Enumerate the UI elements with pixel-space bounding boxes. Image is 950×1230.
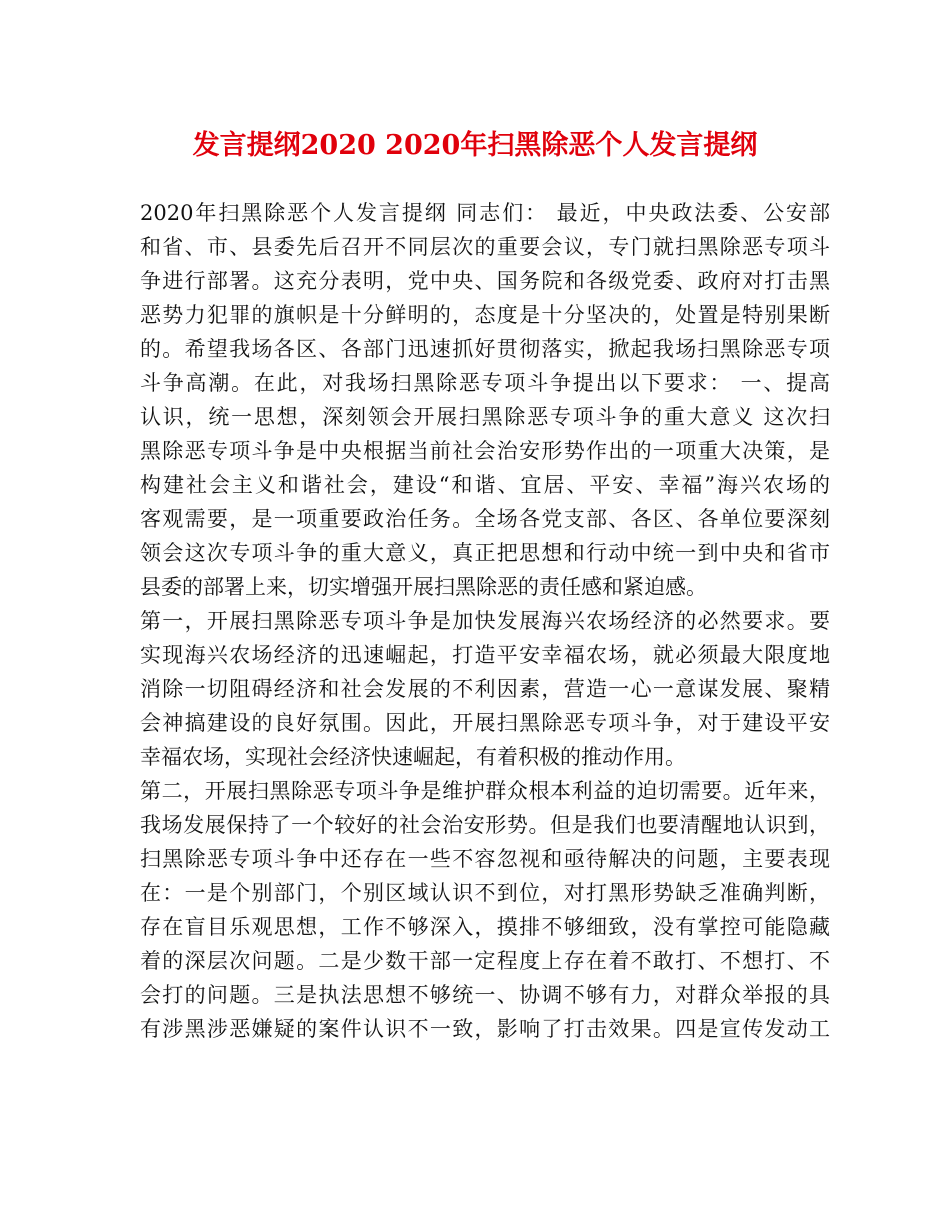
body-line: 会打的问题。三是执法思想不够统一、协调不够有力，对群众举报的具 [140, 983, 830, 1007]
body-line: 着的深层次问题。二是少数干部一定程度上存在着不敢打、不想打、不 [140, 949, 830, 973]
body-line: 我场发展保持了一个较好的社会治安形势。但是我们也要清醒地认识到， [140, 813, 830, 837]
body-line: 消除一切阻碍经济和社会发展的不利因素，营造一心一意谋发展、聚精 [140, 677, 830, 701]
body-line: 存在盲目乐观思想，工作不够深入，摸排不够细致，没有掌控可能隐藏 [140, 915, 830, 939]
body-line: 县委的部署上来，切实增强开展扫黑除恶的责任感和紧迫感。 [140, 575, 707, 599]
body-line: 第二，开展扫黑除恶专项斗争是维护群众根本利益的迫切需要。近年来， [140, 779, 830, 803]
body-line: 恶势力犯罪的旗帜是十分鲜明的，态度是十分坚决的，处置是特别果断 [140, 303, 830, 327]
body-line: 的。希望我场各区、各部门迅速抓好贯彻落实，掀起我场扫黑除恶专项 [140, 337, 830, 361]
body-line: 扫黑除恶专项斗争中还存在一些不容忽视和亟待解决的问题，主要表现 [140, 847, 830, 871]
body-line: 认识，统一思想，深刻领会开展扫黑除恶专项斗争的重大意义 这次扫 [140, 405, 830, 429]
body-line: 2020年扫黑除恶个人发言提纲 同志们： 最近，中央政法委、公安部 [140, 201, 830, 225]
body-line: 幸福农场，实现社会经济快速崛起，有着积极的推动作用。 [140, 745, 686, 769]
body-line: 在：一是个别部门，个别区域认识不到位，对打黑形势缺乏准确判断， [140, 881, 830, 905]
document-body [140, 196, 830, 1046]
body-line: 斗争高潮。在此，对我场扫黑除恶专项斗争提出以下要求： 一、提高 [140, 371, 830, 395]
body-line: 有涉黑涉恶嫌疑的案件认识不一致，影响了打击效果。四是宣传发动工 [140, 1017, 830, 1041]
body-line: 黑除恶专项斗争是中央根据当前社会治安形势作出的一项重大决策，是 [140, 439, 830, 463]
body-line: 和省、市、县委先后召开不同层次的重要会议，专门就扫黑除恶专项斗 [140, 235, 830, 259]
body-line: 争进行部署。这充分表明，党中央、国务院和各级党委、政府对打击黑 [140, 269, 830, 293]
body-line: 客观需要，是一项重要政治任务。全场各党支部、各区、各单位要深刻 [140, 507, 830, 531]
document-title: 发言提纲2020 2020年扫黑除恶个人发言提纲 [192, 130, 758, 161]
body-line: 会神搞建设的良好氛围。因此，开展扫黑除恶专项斗争，对于建设平安 [140, 711, 830, 735]
body-line: 第一，开展扫黑除恶专项斗争是加快发展海兴农场经济的必然要求。要 [140, 609, 830, 633]
body-line: 实现海兴农场经济的迅速崛起，打造平安幸福农场，就必须最大限度地 [140, 643, 830, 667]
body-line: 领会这次专项斗争的重大意义，真正把思想和行动中统一到中央和省市 [140, 541, 830, 565]
body-line: 构建社会主义和谐社会，建设“和谐、宜居、平安、幸福”海兴农场的 [140, 473, 830, 497]
